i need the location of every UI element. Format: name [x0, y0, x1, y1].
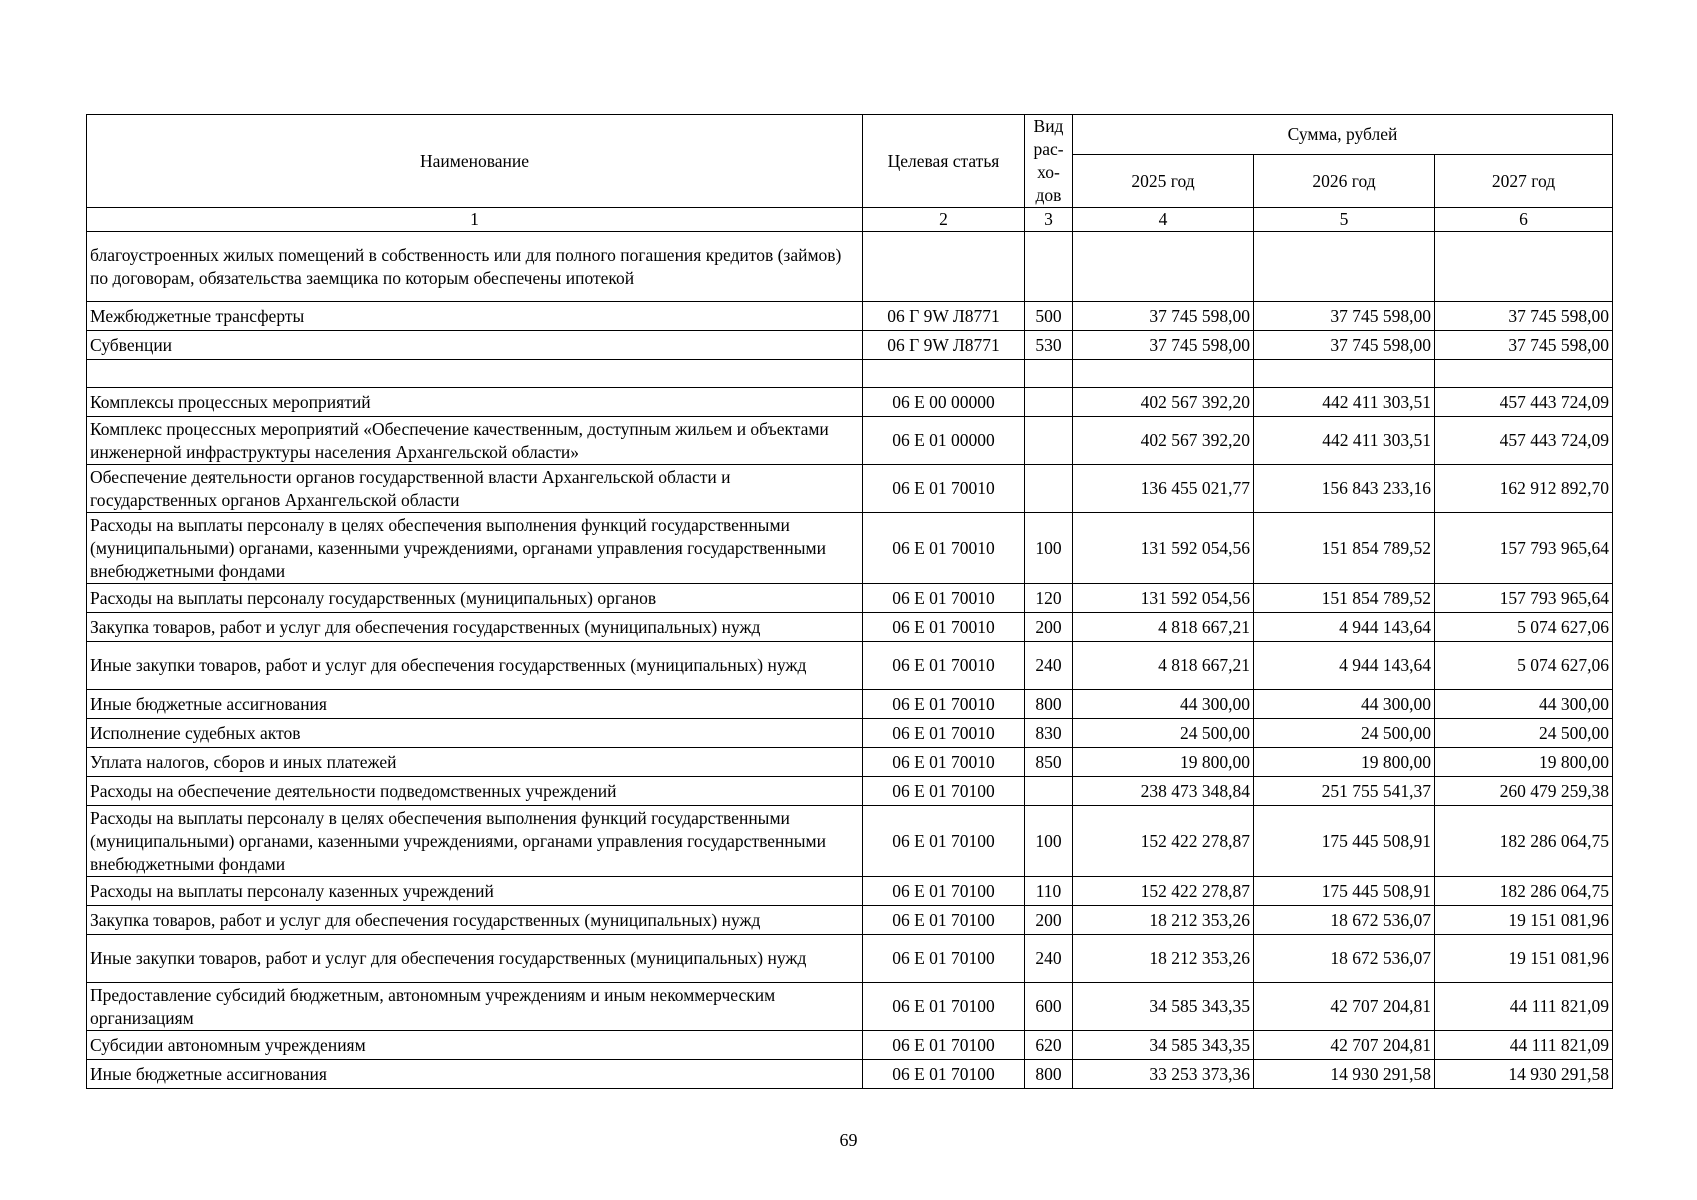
header-target-article: Целевая статья — [863, 115, 1025, 208]
row-expense-type — [1025, 232, 1073, 302]
header-expense-type: Вид рас-хо-дов — [1025, 115, 1073, 208]
row-expense-type: 200 — [1025, 613, 1073, 642]
column-number: 3 — [1025, 208, 1073, 232]
row-expense-type: 830 — [1025, 719, 1073, 748]
row-sum-2025: 24 500,00 — [1073, 719, 1254, 748]
row-name: Иные закупки товаров, работ и услуг для обеспечения государственных (муниципальных) нужд — [87, 935, 863, 983]
table-row — [87, 906, 1613, 935]
row-sum-2026: 24 500,00 — [1254, 719, 1435, 748]
row-code: 06 Е 01 70100 — [863, 806, 1025, 877]
row-name: Расходы на выплаты персоналу государственных (муниципальных) органов — [87, 584, 863, 613]
table-row — [87, 360, 1613, 388]
row-code: 06 Е 01 70100 — [863, 777, 1025, 806]
row-name: Субсидии автономным учреждениям — [87, 1031, 863, 1060]
row-sum-2025: 402 567 392,20 — [1073, 388, 1254, 417]
table-row — [87, 388, 1613, 417]
row-sum-2027: 5 074 627,06 — [1435, 613, 1613, 642]
row-name: Межбюджетные трансферты — [87, 302, 863, 331]
row-sum-2026: 151 854 789,52 — [1254, 513, 1435, 584]
row-sum-2027: 37 745 598,00 — [1435, 331, 1613, 360]
column-number: 6 — [1435, 208, 1613, 232]
column-number: 4 — [1073, 208, 1254, 232]
row-sum-2026: 42 707 204,81 — [1254, 1031, 1435, 1060]
table-row — [87, 748, 1613, 777]
row-code: 06 Е 01 70100 — [863, 935, 1025, 983]
row-expense-type — [1025, 417, 1073, 465]
row-code: 06 Е 01 70100 — [863, 906, 1025, 935]
row-sum-2027: 457 443 724,09 — [1435, 388, 1613, 417]
row-sum-2025 — [1073, 232, 1254, 302]
column-number-row — [87, 208, 1613, 232]
row-sum-2026: 14 930 291,58 — [1254, 1060, 1435, 1089]
row-sum-2025: 37 745 598,00 — [1073, 302, 1254, 331]
row-expense-type: 240 — [1025, 935, 1073, 983]
row-sum-2027: 182 286 064,75 — [1435, 806, 1613, 877]
row-code: 06 Е 01 70010 — [863, 513, 1025, 584]
table-row — [87, 331, 1613, 360]
row-code: 06 Е 01 70100 — [863, 1060, 1025, 1089]
row-expense-type: 600 — [1025, 983, 1073, 1031]
row-sum-2026 — [1254, 360, 1435, 388]
row-expense-type: 800 — [1025, 690, 1073, 719]
row-sum-2026: 175 445 508,91 — [1254, 877, 1435, 906]
table-row — [87, 302, 1613, 331]
column-number: 2 — [863, 208, 1025, 232]
row-sum-2025: 18 212 353,26 — [1073, 935, 1254, 983]
row-expense-type: 240 — [1025, 642, 1073, 690]
row-expense-type: 530 — [1025, 331, 1073, 360]
row-sum-2026: 175 445 508,91 — [1254, 806, 1435, 877]
table-row — [87, 513, 1613, 584]
row-name: Комплексы процессных мероприятий — [87, 388, 863, 417]
row-code: 06 Е 01 70010 — [863, 465, 1025, 513]
header-name: Наименование — [87, 115, 863, 208]
row-sum-2026: 37 745 598,00 — [1254, 331, 1435, 360]
row-sum-2025: 131 592 054,56 — [1073, 584, 1254, 613]
row-code — [863, 232, 1025, 302]
row-sum-2025: 33 253 373,36 — [1073, 1060, 1254, 1089]
row-name: Иные закупки товаров, работ и услуг для обеспечения государственных (муниципальных) нужд — [87, 642, 863, 690]
header-year-2027: 2027 год — [1435, 155, 1613, 208]
header-sum: Сумма, рублей — [1073, 115, 1613, 155]
row-expense-type — [1025, 360, 1073, 388]
row-sum-2026: 19 800,00 — [1254, 748, 1435, 777]
row-code: 06 Е 00 00000 — [863, 388, 1025, 417]
row-code: 06 Г 9W Л8771 — [863, 302, 1025, 331]
header-year-2025: 2025 год — [1073, 155, 1254, 208]
row-sum-2026: 4 944 143,64 — [1254, 642, 1435, 690]
table-row — [87, 613, 1613, 642]
table-row — [87, 777, 1613, 806]
row-sum-2025: 34 585 343,35 — [1073, 983, 1254, 1031]
row-sum-2025 — [1073, 360, 1254, 388]
row-sum-2026: 42 707 204,81 — [1254, 983, 1435, 1031]
row-sum-2027: 37 745 598,00 — [1435, 302, 1613, 331]
row-sum-2027: 14 930 291,58 — [1435, 1060, 1613, 1089]
row-code: 06 Е 01 00000 — [863, 417, 1025, 465]
row-name: Расходы на выплаты персоналу в целях обеспечения выполнения функций государственными (муниципальными) органами, казенными учреждениями, органами управления государственными внебюджетными фондами — [87, 806, 863, 877]
row-sum-2027: 19 151 081,96 — [1435, 906, 1613, 935]
row-sum-2027: 260 479 259,38 — [1435, 777, 1613, 806]
row-name: Закупка товаров, работ и услуг для обеспечения государственных (муниципальных) нужд — [87, 613, 863, 642]
row-sum-2025: 152 422 278,87 — [1073, 806, 1254, 877]
row-sum-2027: 162 912 892,70 — [1435, 465, 1613, 513]
row-code: 06 Е 01 70100 — [863, 1031, 1025, 1060]
row-code: 06 Е 01 70010 — [863, 613, 1025, 642]
table-row — [87, 465, 1613, 513]
row-expense-type: 620 — [1025, 1031, 1073, 1060]
row-sum-2025: 19 800,00 — [1073, 748, 1254, 777]
row-code: 06 Е 01 70100 — [863, 877, 1025, 906]
row-sum-2025: 18 212 353,26 — [1073, 906, 1254, 935]
row-sum-2026: 442 411 303,51 — [1254, 417, 1435, 465]
row-code: 06 Е 01 70010 — [863, 690, 1025, 719]
row-sum-2027: 182 286 064,75 — [1435, 877, 1613, 906]
row-sum-2025: 44 300,00 — [1073, 690, 1254, 719]
row-name: Расходы на выплаты персоналу казенных учреждений — [87, 877, 863, 906]
row-sum-2025: 238 473 348,84 — [1073, 777, 1254, 806]
row-sum-2025: 4 818 667,21 — [1073, 613, 1254, 642]
row-sum-2027: 157 793 965,64 — [1435, 513, 1613, 584]
row-sum-2027 — [1435, 232, 1613, 302]
row-code: 06 Е 01 70100 — [863, 983, 1025, 1031]
row-sum-2027: 19 800,00 — [1435, 748, 1613, 777]
row-sum-2025: 136 455 021,77 — [1073, 465, 1254, 513]
row-expense-type: 120 — [1025, 584, 1073, 613]
row-expense-type: 800 — [1025, 1060, 1073, 1089]
row-sum-2027: 457 443 724,09 — [1435, 417, 1613, 465]
row-code — [863, 360, 1025, 388]
row-sum-2026: 251 755 541,37 — [1254, 777, 1435, 806]
row-name: благоустроенных жилых помещений в собственность или для полного погашения кредитов (займов) по договорам, обязательства заемщика по которым обеспечены ипотекой — [87, 232, 863, 302]
table-row — [87, 417, 1613, 465]
row-sum-2027 — [1435, 360, 1613, 388]
table-row — [87, 232, 1613, 302]
row-expense-type — [1025, 465, 1073, 513]
row-sum-2027: 24 500,00 — [1435, 719, 1613, 748]
row-sum-2025: 152 422 278,87 — [1073, 877, 1254, 906]
row-code: 06 Е 01 70010 — [863, 719, 1025, 748]
table-row — [87, 642, 1613, 690]
row-sum-2026: 37 745 598,00 — [1254, 302, 1435, 331]
row-expense-type: 100 — [1025, 806, 1073, 877]
row-sum-2026: 156 843 233,16 — [1254, 465, 1435, 513]
row-sum-2025: 131 592 054,56 — [1073, 513, 1254, 584]
row-name — [87, 360, 863, 388]
row-sum-2025: 4 818 667,21 — [1073, 642, 1254, 690]
page-number: 69 — [839, 1130, 858, 1150]
row-name: Расходы на выплаты персоналу в целях обеспечения выполнения функций государственными (муниципальными) органами, казенными учреждениями, органами управления государственными внебюджетными фондами — [87, 513, 863, 584]
row-sum-2025: 34 585 343,35 — [1073, 1031, 1254, 1060]
table-row — [87, 877, 1613, 906]
row-sum-2026: 44 300,00 — [1254, 690, 1435, 719]
table-row — [87, 983, 1613, 1031]
row-sum-2026: 151 854 789,52 — [1254, 584, 1435, 613]
row-code: 06 Е 01 70010 — [863, 584, 1025, 613]
row-expense-type — [1025, 388, 1073, 417]
table-row — [87, 935, 1613, 983]
row-sum-2026: 4 944 143,64 — [1254, 613, 1435, 642]
table-row — [87, 806, 1613, 877]
row-sum-2026: 18 672 536,07 — [1254, 906, 1435, 935]
row-sum-2025: 37 745 598,00 — [1073, 331, 1254, 360]
row-name: Уплата налогов, сборов и иных платежей — [87, 748, 863, 777]
row-name: Субвенции — [87, 331, 863, 360]
table-row — [87, 584, 1613, 613]
row-code: 06 Е 01 70010 — [863, 642, 1025, 690]
row-sum-2025: 402 567 392,20 — [1073, 417, 1254, 465]
row-expense-type: 500 — [1025, 302, 1073, 331]
row-expense-type: 110 — [1025, 877, 1073, 906]
row-name: Закупка товаров, работ и услуг для обеспечения государственных (муниципальных) нужд — [87, 906, 863, 935]
budget-table — [86, 114, 1613, 1089]
row-expense-type: 200 — [1025, 906, 1073, 935]
table-row — [87, 1060, 1613, 1089]
column-number: 5 — [1254, 208, 1435, 232]
row-sum-2027: 19 151 081,96 — [1435, 935, 1613, 983]
row-name: Исполнение судебных актов — [87, 719, 863, 748]
row-code: 06 Г 9W Л8771 — [863, 331, 1025, 360]
row-name: Иные бюджетные ассигнования — [87, 1060, 863, 1089]
row-name: Расходы на обеспечение деятельности подведомственных учреждений — [87, 777, 863, 806]
row-code: 06 Е 01 70010 — [863, 748, 1025, 777]
row-name: Комплекс процессных мероприятий «Обеспечение качественным, доступным жильем и объектами инженерной инфраструктуры населения Архангельской области» — [87, 417, 863, 465]
row-expense-type: 100 — [1025, 513, 1073, 584]
row-sum-2027: 44 111 821,09 — [1435, 1031, 1613, 1060]
column-number: 1 — [87, 208, 863, 232]
row-sum-2027: 157 793 965,64 — [1435, 584, 1613, 613]
row-sum-2026 — [1254, 232, 1435, 302]
table-row — [87, 690, 1613, 719]
row-name: Иные бюджетные ассигнования — [87, 690, 863, 719]
row-name: Обеспечение деятельности органов государственной власти Архангельской области и государственных органов Архангельской области — [87, 465, 863, 513]
row-expense-type: 850 — [1025, 748, 1073, 777]
row-sum-2027: 5 074 627,06 — [1435, 642, 1613, 690]
row-sum-2026: 442 411 303,51 — [1254, 388, 1435, 417]
row-sum-2027: 44 111 821,09 — [1435, 983, 1613, 1031]
row-sum-2027: 44 300,00 — [1435, 690, 1613, 719]
row-expense-type — [1025, 777, 1073, 806]
row-sum-2026: 18 672 536,07 — [1254, 935, 1435, 983]
table-row — [87, 1031, 1613, 1060]
row-name: Предоставление субсидий бюджетным, автономным учреждениям и иным некоммерческим организациям — [87, 983, 863, 1031]
table-row — [87, 719, 1613, 748]
header-year-2026: 2026 год — [1254, 155, 1435, 208]
